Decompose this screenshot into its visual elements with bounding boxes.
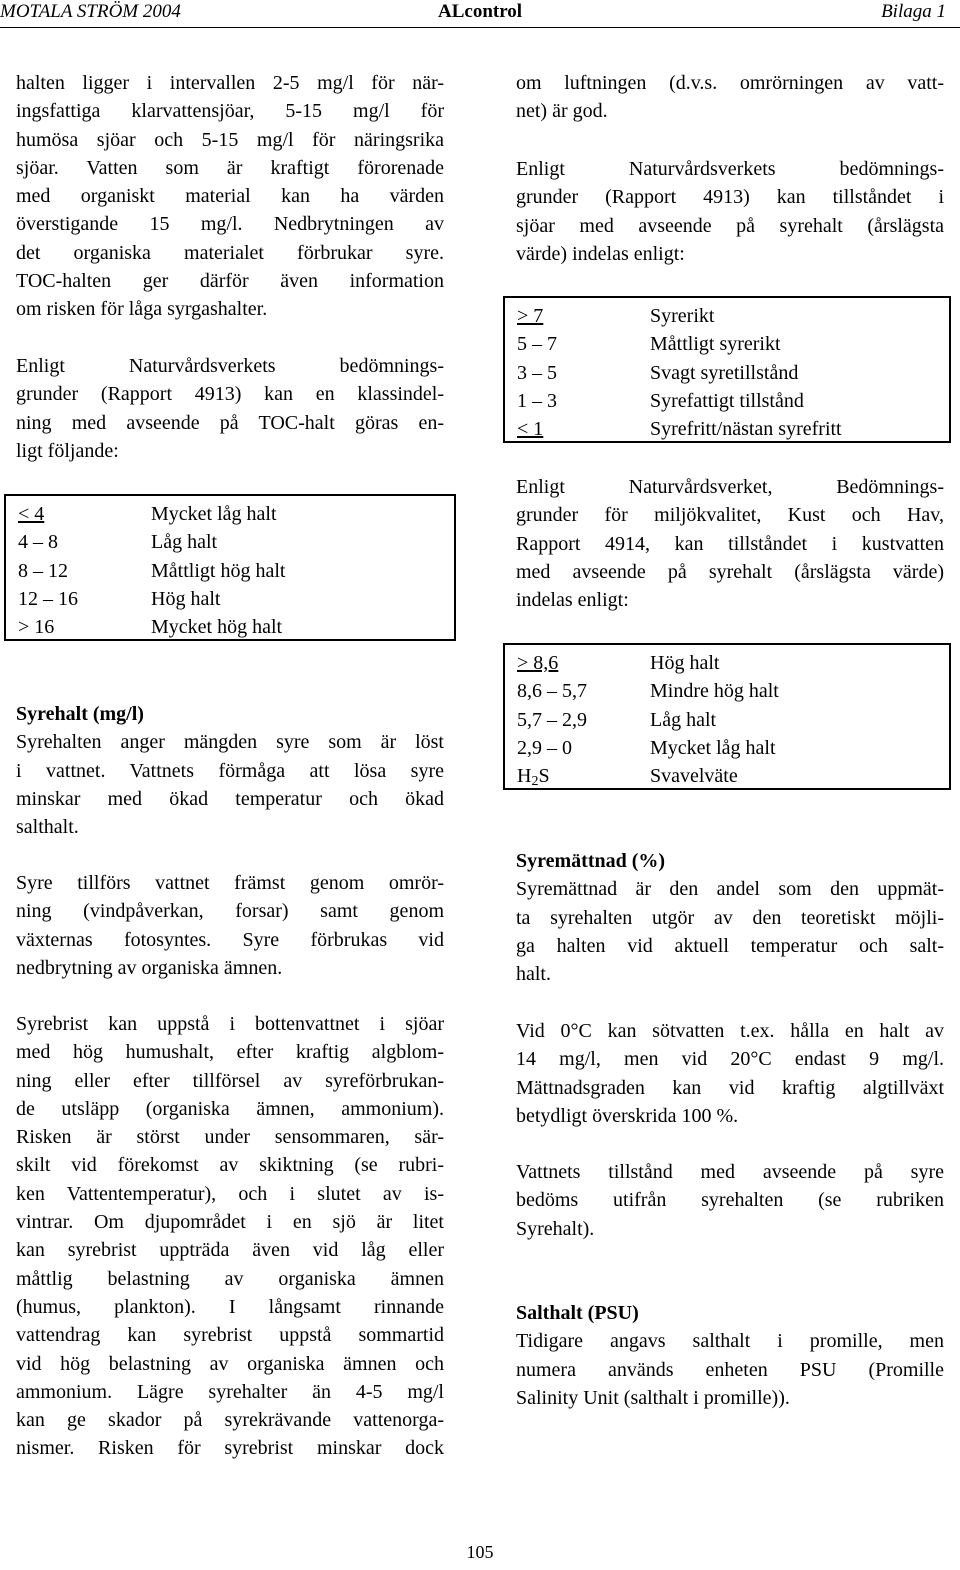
class-label: Mindre hög halt [650, 680, 779, 703]
text-line: ning med avseende på TOC-halt göras en- [16, 411, 444, 434]
text-line: ning eller efter tillförsel av syreförbrukan- [16, 1069, 444, 1092]
text-line: net) är god. [516, 100, 608, 123]
text-line: Syrehalten anger mängden syre som är löst [16, 731, 444, 754]
range-value: 5,7 – 2,9 [517, 708, 587, 731]
class-label: Hög halt [650, 652, 720, 674]
text-line: ingsfattiga klarvattensjöar, 5-15 mg/l för [16, 100, 444, 123]
text-line: Syremättnad är den andel som den uppmät- [516, 878, 944, 901]
range-value: 8,6 – 5,7 [517, 680, 587, 703]
table-row [517, 762, 949, 790]
class-label: Mycket låg halt [650, 736, 776, 759]
oxygen-lake-table [503, 296, 951, 443]
table-row [517, 302, 949, 330]
class-label: Hög halt [151, 587, 221, 610]
text-line: med hög humushalt, efter kraftig algblom- [16, 1041, 444, 1064]
text-line: numera används enheten PSU (Promille [516, 1358, 944, 1381]
text-line: bedöms utifrån syrehalten (se rubriken [516, 1189, 944, 1212]
text-line: ga halten vid aktuell temperatur och salt- [516, 934, 944, 957]
class-label: Syrerikt [650, 305, 715, 327]
range-cell [517, 762, 650, 790]
left-paragraph-1 [16, 69, 444, 324]
range-value: 12 – 16 [18, 587, 78, 610]
range-cell [18, 557, 151, 585]
page-number: 105 [466, 1542, 494, 1562]
text-line: Salinity Unit (salthalt i promille)). [516, 1386, 790, 1409]
range-cell [517, 706, 650, 734]
class-label: Svagt syretillstånd [650, 361, 799, 384]
range-cell [517, 302, 650, 330]
text-line: måttlig belastning av organiska ämnen [16, 1267, 444, 1290]
right-paragraph-1 [516, 69, 944, 126]
table-row [18, 500, 454, 528]
text-line: Vattnets tillstånd med avseende på syre [516, 1161, 944, 1183]
text-line: halten ligger i intervallen 2-5 mg/l för när- [16, 72, 444, 94]
text-line: skilt vid förekomst av skiktning (se rubri- [16, 1154, 444, 1177]
text-line: värde) indelas enligt: [516, 242, 685, 265]
text-line: grunder (Rapport 4913) kan tillståndet i [516, 186, 944, 209]
text-line: grunder för miljökvalitet, Kust och Hav, [516, 504, 944, 527]
range-cell [18, 613, 151, 641]
class-label: Syrefritt/nästan syrefritt [650, 418, 842, 441]
text-line: ning (vindpåverkan, forsar) samt genom [16, 900, 444, 923]
table-row [18, 557, 454, 585]
right-paragraph-3 [516, 473, 944, 614]
text-line: Enligt Naturvårdsverket, Bedömnings- [516, 476, 944, 498]
range-tail: S [538, 765, 550, 788]
table-row [517, 649, 949, 677]
range-cell [517, 387, 650, 415]
text-line: Risken är störst under sensommaren, sär- [16, 1126, 444, 1149]
range-value: 3 – 5 [517, 361, 557, 384]
text-line: Syre tillförs vattnet främst genom omrör- [16, 872, 444, 894]
text-line: med organiskt material kan ha värden [16, 185, 444, 208]
range-value: < 4 [18, 503, 45, 525]
text-line: Syrebrist kan uppstå i bottenvattnet i sjöar [16, 1013, 444, 1035]
class-label: Låg halt [151, 531, 218, 554]
range-cell [18, 500, 151, 528]
range-cell [517, 359, 650, 387]
table-row [517, 330, 949, 358]
text-line: om risken för låga syrgashalter. [16, 298, 268, 321]
text-line: nismer. Risken för syrebrist minskar dock [16, 1437, 444, 1460]
range-value: 2,9 – 0 [517, 736, 572, 759]
range-cell [517, 734, 650, 762]
text-line: kan ge skador på syrekrävande vattenorga- [16, 1409, 444, 1432]
heading-syremattnad: Syremättnad (%) [516, 850, 666, 872]
text-line: betydligt överskrida 100 %. [516, 1104, 739, 1127]
range-value: 4 – 8 [18, 531, 58, 554]
text-line: ammonium. Lägre syrehalter än 4-5 mg/l [16, 1380, 444, 1403]
text-line: Enligt Naturvårdsverkets bedömnings- [516, 158, 944, 180]
class-label: Måttligt syrerikt [650, 333, 781, 356]
text-line: kan syrebrist uppträda även vid låg eller [16, 1239, 444, 1262]
text-line: salthalt. [16, 816, 79, 839]
range-cell [517, 649, 650, 677]
left-paragraph-5 [16, 1010, 444, 1463]
text-line: TOC-halten ger därför även information [16, 270, 444, 293]
text-line: grunder (Rapport 4913) kan en klassindel- [16, 383, 444, 406]
range-cell [18, 528, 151, 556]
range-value: > 16 [18, 616, 55, 639]
text-line: Rapport 4914, kan tillståndet i kustvatten [516, 532, 944, 555]
heading-syrehalt: Syrehalt (mg/l) [16, 703, 144, 725]
text-line: med avseende på syrehalt (årslägsta värde) [516, 560, 944, 583]
text-line: ken Vattentemperatur), och i slutet av is- [16, 1182, 444, 1205]
class-label: Låg halt [650, 708, 717, 731]
table-row [517, 359, 949, 387]
text-line: indelas enligt: [516, 589, 629, 612]
range-cell [18, 585, 151, 613]
text-line: minskar med ökad temperatur och ökad [16, 787, 444, 810]
text-line: Mättnadsgraden kan vid kraftig algtillväxt [516, 1076, 944, 1099]
text-line: nedbrytning av organiska ämnen. [16, 956, 283, 979]
text-line: de utsläpp (organiska ämnen, ammonium). [16, 1097, 444, 1120]
table-row [517, 387, 949, 415]
text-line: överstigande 15 mg/l. Nedbrytningen av [16, 213, 444, 236]
class-label: Mycket låg halt [151, 503, 277, 525]
class-label: Mycket hög halt [151, 616, 283, 639]
text-line: växternas fotosyntes. Syre förbrukas vid [16, 928, 444, 951]
text-line: det organiska materialet förbrukar syre. [16, 241, 444, 264]
text-line: vattendrag kan syrebrist uppstå sommartid [16, 1324, 444, 1347]
text-line: vintrar. Om djupområdet i en sjö är litet [16, 1211, 444, 1234]
text-line: sjöar. Vatten som är kraftigt förorenade [16, 156, 444, 179]
text-line: Tidigare angavs salthalt i promille, men [516, 1330, 944, 1353]
text-line: sjöar med avseende på syrehalt (årslägsta [516, 214, 944, 237]
page-header [0, 0, 960, 26]
text-line: ta syrehalten utgör av den teoretiskt möjli- [516, 906, 944, 929]
right-section-syremattnad [516, 847, 944, 988]
range-value: < 1 [517, 418, 544, 441]
range-value: > 8,6 [517, 652, 559, 674]
text-line: vid hög belastning av organiska ämnen och [16, 1352, 444, 1375]
left-paragraph-4 [16, 869, 444, 982]
class-label: Svavelväte [650, 765, 738, 788]
text-line: 14 mg/l, men vid 20°C endast 9 mg/l. [516, 1048, 944, 1071]
text-line: i vattnet. Vattnets förmåga att lösa syre [16, 759, 444, 782]
table-row [517, 415, 949, 443]
text-line: (humus, plankton). I långsamt rinnande [16, 1295, 444, 1318]
table-row [517, 677, 949, 705]
right-paragraph-6 [516, 1158, 944, 1243]
text-line: Syrehalt). [516, 1217, 595, 1240]
text-line: humösa sjöar och 5-15 mg/l för näringsrika [16, 128, 444, 151]
right-paragraph-2 [516, 155, 944, 268]
range-value: 5 – 7 [517, 333, 557, 356]
heading-salthalt: Salthalt (PSU) [516, 1302, 639, 1324]
range-value: 8 – 12 [18, 559, 68, 582]
range-main: H [517, 765, 532, 788]
table-row [18, 613, 454, 641]
left-paragraph-2 [16, 352, 444, 465]
oxygen-coastal-table [503, 643, 951, 790]
right-section-salthalt [516, 1299, 944, 1412]
table-row [517, 734, 949, 762]
text-line: halt. [516, 963, 551, 986]
text-line: ligt följande: [16, 439, 119, 462]
header-center: ALcontrol [438, 1, 523, 22]
range-value: 1 – 3 [517, 389, 557, 412]
right-paragraph-5 [516, 1017, 944, 1130]
header-rule [0, 27, 960, 28]
text-line: om luftningen (d.v.s. omrörningen av vatt- [516, 72, 944, 94]
toc-class-table [4, 494, 456, 641]
range-cell [517, 415, 650, 443]
left-section-syrehalt [16, 700, 444, 841]
range-cell [517, 330, 650, 358]
header-left: MOTALA STRÖM 2004 [0, 1, 181, 22]
text-line: Vid 0°C kan sötvatten t.ex. hålla en halt av [516, 1020, 944, 1042]
header-right: Bilaga 1 [881, 1, 946, 22]
table-row [18, 585, 454, 613]
text-line: Enligt Naturvårdsverkets bedömnings- [16, 355, 444, 377]
range-value: > 7 [517, 305, 544, 327]
class-label: Måttligt hög halt [151, 559, 286, 582]
range-subscript: 2 [531, 774, 539, 790]
table-row [18, 528, 454, 556]
range-cell [517, 677, 650, 705]
table-row [517, 706, 949, 734]
class-label: Syrefattigt tillstånd [650, 389, 804, 412]
